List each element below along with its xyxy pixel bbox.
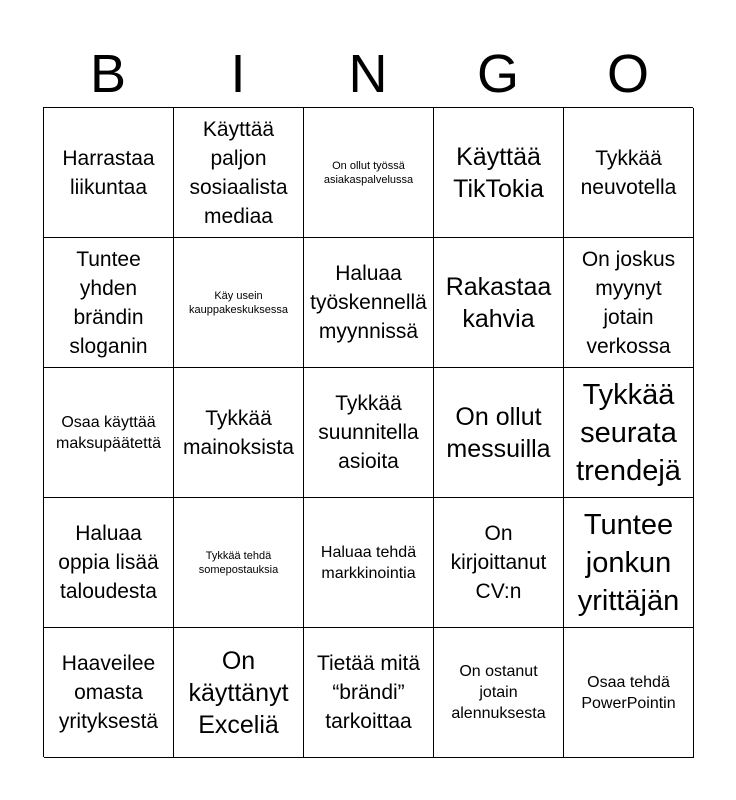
- cell-text: Haluaa tehdä markkinointia: [320, 543, 417, 582]
- bingo-cell-r2-c5: [564, 238, 694, 368]
- bingo-cell-r5-c1: [44, 628, 174, 758]
- cell-text: Käyttää paljon sosiaalista mediaa: [189, 117, 288, 228]
- cell-text: Tykkää neuvotella: [580, 146, 677, 199]
- bingo-cell-r3-c3: [304, 368, 434, 498]
- cell-text: On käyttänyt Exceliä: [188, 646, 289, 739]
- cell-text: On ollut työssä asiakaspalvelussa: [323, 159, 414, 186]
- header-letter-o: O: [606, 44, 649, 104]
- bingo-cell-r3-c5: [564, 368, 694, 498]
- header-letter-i: I: [230, 44, 246, 104]
- bingo-cell-r4-c5: [564, 498, 694, 628]
- bingo-cell-r4-c4: [434, 498, 564, 628]
- bingo-cell-r4-c1: [44, 498, 174, 628]
- cell-text: Käyttää TikTokia: [453, 142, 544, 203]
- cell-text: Käy usein kauppakeskuksessa: [188, 289, 289, 316]
- cell-text: Tuntee jonkun yrittäjän: [577, 508, 680, 617]
- cell-text: Osaa tehdä PowerPointin: [581, 673, 676, 712]
- cell-text: Harrastaa liikuntaa: [62, 146, 155, 199]
- cell-text: Tuntee yhden brändin sloganin: [69, 247, 148, 358]
- bingo-cell-r1-c4: [434, 108, 564, 238]
- cell-text: Rakastaa kahvia: [445, 272, 552, 333]
- bingo-cell-r3-c2: [174, 368, 304, 498]
- cell-text: Haluaa työskennellä myynnissä: [310, 262, 427, 343]
- bingo-cell-r2-c2: [174, 238, 304, 368]
- cell-text: Tykkää tehdä somepostauksia: [198, 549, 279, 576]
- bingo-cell-r3-c4: [434, 368, 564, 498]
- bingo-cell-r1-c5: [564, 108, 694, 238]
- bingo-cell-r5-c4: [434, 628, 564, 758]
- bingo-cell-r1-c3: [304, 108, 434, 238]
- bingo-cell-r1-c2: [174, 108, 304, 238]
- cell-text: On joskus myynyt jotain verkossa: [581, 247, 676, 358]
- bingo-cell-r4-c2: [174, 498, 304, 628]
- cell-text: On ollut messuilla: [446, 402, 551, 463]
- bingo-cell-r3-c1: [44, 368, 174, 498]
- header-letter-b: B: [89, 44, 127, 104]
- header-letter-n: N: [348, 44, 388, 104]
- bingo-cell-r2-c4: [434, 238, 564, 368]
- bingo-cell-r5-c2: [174, 628, 304, 758]
- bingo-cell-r2-c1: [44, 238, 174, 368]
- bingo-header: [43, 40, 693, 108]
- bingo-cell-r4-c3: [304, 498, 434, 628]
- header-letter-g: G: [476, 44, 519, 104]
- cell-text: Tykkää mainoksista: [183, 406, 294, 459]
- bingo-cell-r2-c3: [304, 238, 434, 368]
- bingo-cell-r5-c5: [564, 628, 694, 758]
- bingo-grid: [43, 107, 693, 757]
- cell-text: On kirjoittanut CV:n: [450, 522, 547, 603]
- bingo-cell-r1-c1: [44, 108, 174, 238]
- cell-text: Tykkää seurata trendejä: [576, 378, 681, 487]
- cell-text: Tietää mitä “brändi” tarkoittaa: [316, 652, 421, 733]
- bingo-cell-r5-c3: [304, 628, 434, 758]
- cell-text: Osaa käyttää maksupäätettä: [56, 413, 161, 452]
- cell-text: Haluaa oppia lisää taloudesta: [58, 522, 159, 603]
- cell-text: Haaveilee omasta yrityksestä: [58, 652, 159, 733]
- cell-text: Tykkää suunnitella asioita: [318, 392, 419, 473]
- cell-text: On ostanut jotain alennuksesta: [451, 663, 546, 722]
